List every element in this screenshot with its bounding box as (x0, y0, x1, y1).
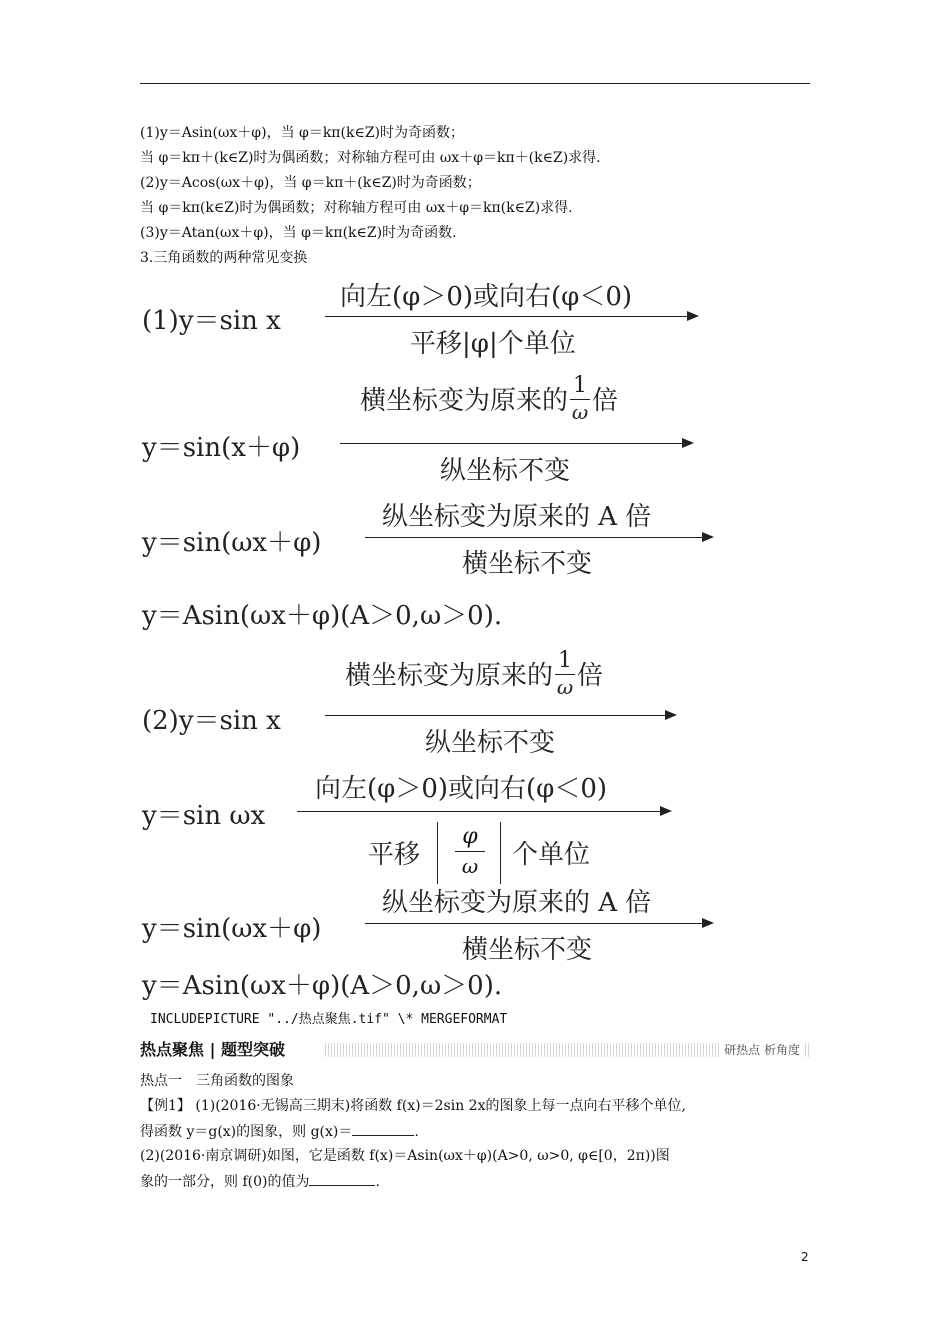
t2-frac1-num: 1 (558, 648, 573, 673)
include-picture-field: INCLUDEPICTURE "../热点聚焦.tif" \* MERGEFORMAT (150, 1012, 508, 1027)
header-rule (140, 83, 810, 84)
t1-step3-left: y＝sin(ωx＋φ) (142, 528, 322, 558)
t2-step2-below-suffix: 个单位 (512, 840, 591, 870)
hotspot-title: 热点一 三角函数的图象 (140, 1073, 294, 1089)
t1-step3-above: 纵坐标变为原来的 A 倍 (382, 502, 652, 532)
t1-step3-below: 横坐标不变 (462, 549, 593, 579)
t1-frac-num: 1 (573, 373, 588, 398)
intro-line-4: 当 φ＝kπ(k∈Z)时为偶函数；对称轴方程可由 ωx＋φ＝kπ(k∈Z)求得. (140, 200, 573, 216)
t1-result: y＝Asin(ωx＋φ)(A＞0,ω＞0). (142, 601, 503, 631)
t2-step1-arrow (325, 715, 675, 716)
example-line-3: (2)(2016·南京调研)如图，它是函数 f(x)＝Asin(ωx＋φ)(A>0, ω>0, φ∈[0，2π))图 (140, 1148, 670, 1164)
banner-title: 热点聚焦 | 题型突破 (140, 1040, 285, 1059)
t1-step1-above: 向左(φ＞0)或向右(φ＜0) (340, 282, 633, 312)
t1-step2-below: 纵坐标不变 (440, 456, 571, 486)
intro-line-5: (3)y＝Atan(ωx＋φ)，当 φ＝kπ(k∈Z)时为奇函数. (140, 225, 457, 241)
intro-line-1: (1)y＝Asin(ωx＋φ)，当 φ＝kπ(k∈Z)时为奇函数； (140, 125, 465, 141)
t1-step2-left: y＝sin(x＋φ) (142, 433, 301, 463)
t1-step2-arrow (340, 443, 692, 444)
answer-blank-1 (352, 1121, 414, 1136)
t2-frac2-num: φ (462, 824, 478, 849)
banner-subtitle: 研热点 析角度 (720, 1042, 804, 1058)
t2-result: y＝Asin(ωx＋φ)(A＞0,ω＞0). (142, 971, 503, 1001)
t2-step2-above: 向左(φ＞0)或向右(φ＜0) (315, 774, 608, 804)
t1-step1-left: (1)y＝sin x (142, 306, 281, 336)
t2-step3-left: y＝sin(ωx＋φ) (142, 914, 322, 944)
t1-step1-below: 平移|φ|个单位 (410, 329, 576, 359)
t1-step2-above-suffix: 倍 (592, 386, 619, 416)
t1-frac-den: ω (571, 400, 589, 424)
t1-step2-above-prefix: 横坐标变为原来的 (360, 386, 569, 416)
t1-step1-arrow (325, 316, 697, 317)
t2-frac2-den: ω (461, 854, 479, 878)
intro-line-3: (2)y＝Acos(ωx＋φ)，当 φ＝kπ＋(k∈Z)时为奇函数； (140, 175, 481, 191)
t2-step2-left: y＝sin ωx (142, 801, 266, 831)
t1-step2-fraction (570, 375, 590, 422)
t2-step1-fraction (555, 650, 575, 697)
t2-step1-left: (2)y＝sin x (142, 706, 281, 736)
t1-step2-above (360, 375, 618, 422)
example-line-2-prefix: 得函数 y＝g(x)的图象，则 g(x)＝ (140, 1124, 353, 1140)
answer-blank-2 (309, 1171, 375, 1186)
intro-line-2: 当 φ＝kπ＋(k∈Z)时为偶函数；对称轴方程可由 ωx＋φ＝kπ＋(k∈Z)求得. (140, 150, 601, 166)
t2-abs-right-bar (500, 822, 501, 884)
section-banner (140, 1040, 810, 1060)
t2-step3-below: 横坐标不变 (462, 935, 593, 965)
t2-step2-below-prefix: 平移 (368, 840, 421, 870)
t2-frac1-den: ω (556, 675, 574, 699)
example-line-4-prefix: 象的一部分，则 f(0)的值为 (140, 1174, 310, 1190)
example-line-4 (140, 1171, 380, 1192)
example-line-2 (140, 1121, 419, 1142)
t2-step2-arrow (297, 811, 670, 812)
t1-step3-arrow (365, 537, 712, 538)
t2-step3-arrow (365, 923, 712, 924)
t2-step2-fraction (448, 824, 492, 879)
t2-abs-left-bar (437, 822, 438, 884)
page-number: 2 (801, 1250, 809, 1264)
t2-step1-above (345, 650, 603, 697)
t2-step1-below: 纵坐标不变 (425, 728, 556, 758)
example-line-4-suffix: . (375, 1174, 380, 1190)
example-line-1: 【例1】 (1)(2016·无锡高三期末)将函数 f(x)＝2sin 2x的图象上每一点向右平移个单位, (140, 1098, 686, 1114)
section-heading: 3.三角函数的两种常见变换 (140, 250, 308, 266)
t2-step1-above-suffix: 倍 (577, 661, 604, 691)
t2-step3-above: 纵坐标变为原来的 A 倍 (382, 888, 652, 918)
example-line-2-suffix: . (414, 1124, 419, 1140)
t2-step1-above-prefix: 横坐标变为原来的 (345, 661, 554, 691)
